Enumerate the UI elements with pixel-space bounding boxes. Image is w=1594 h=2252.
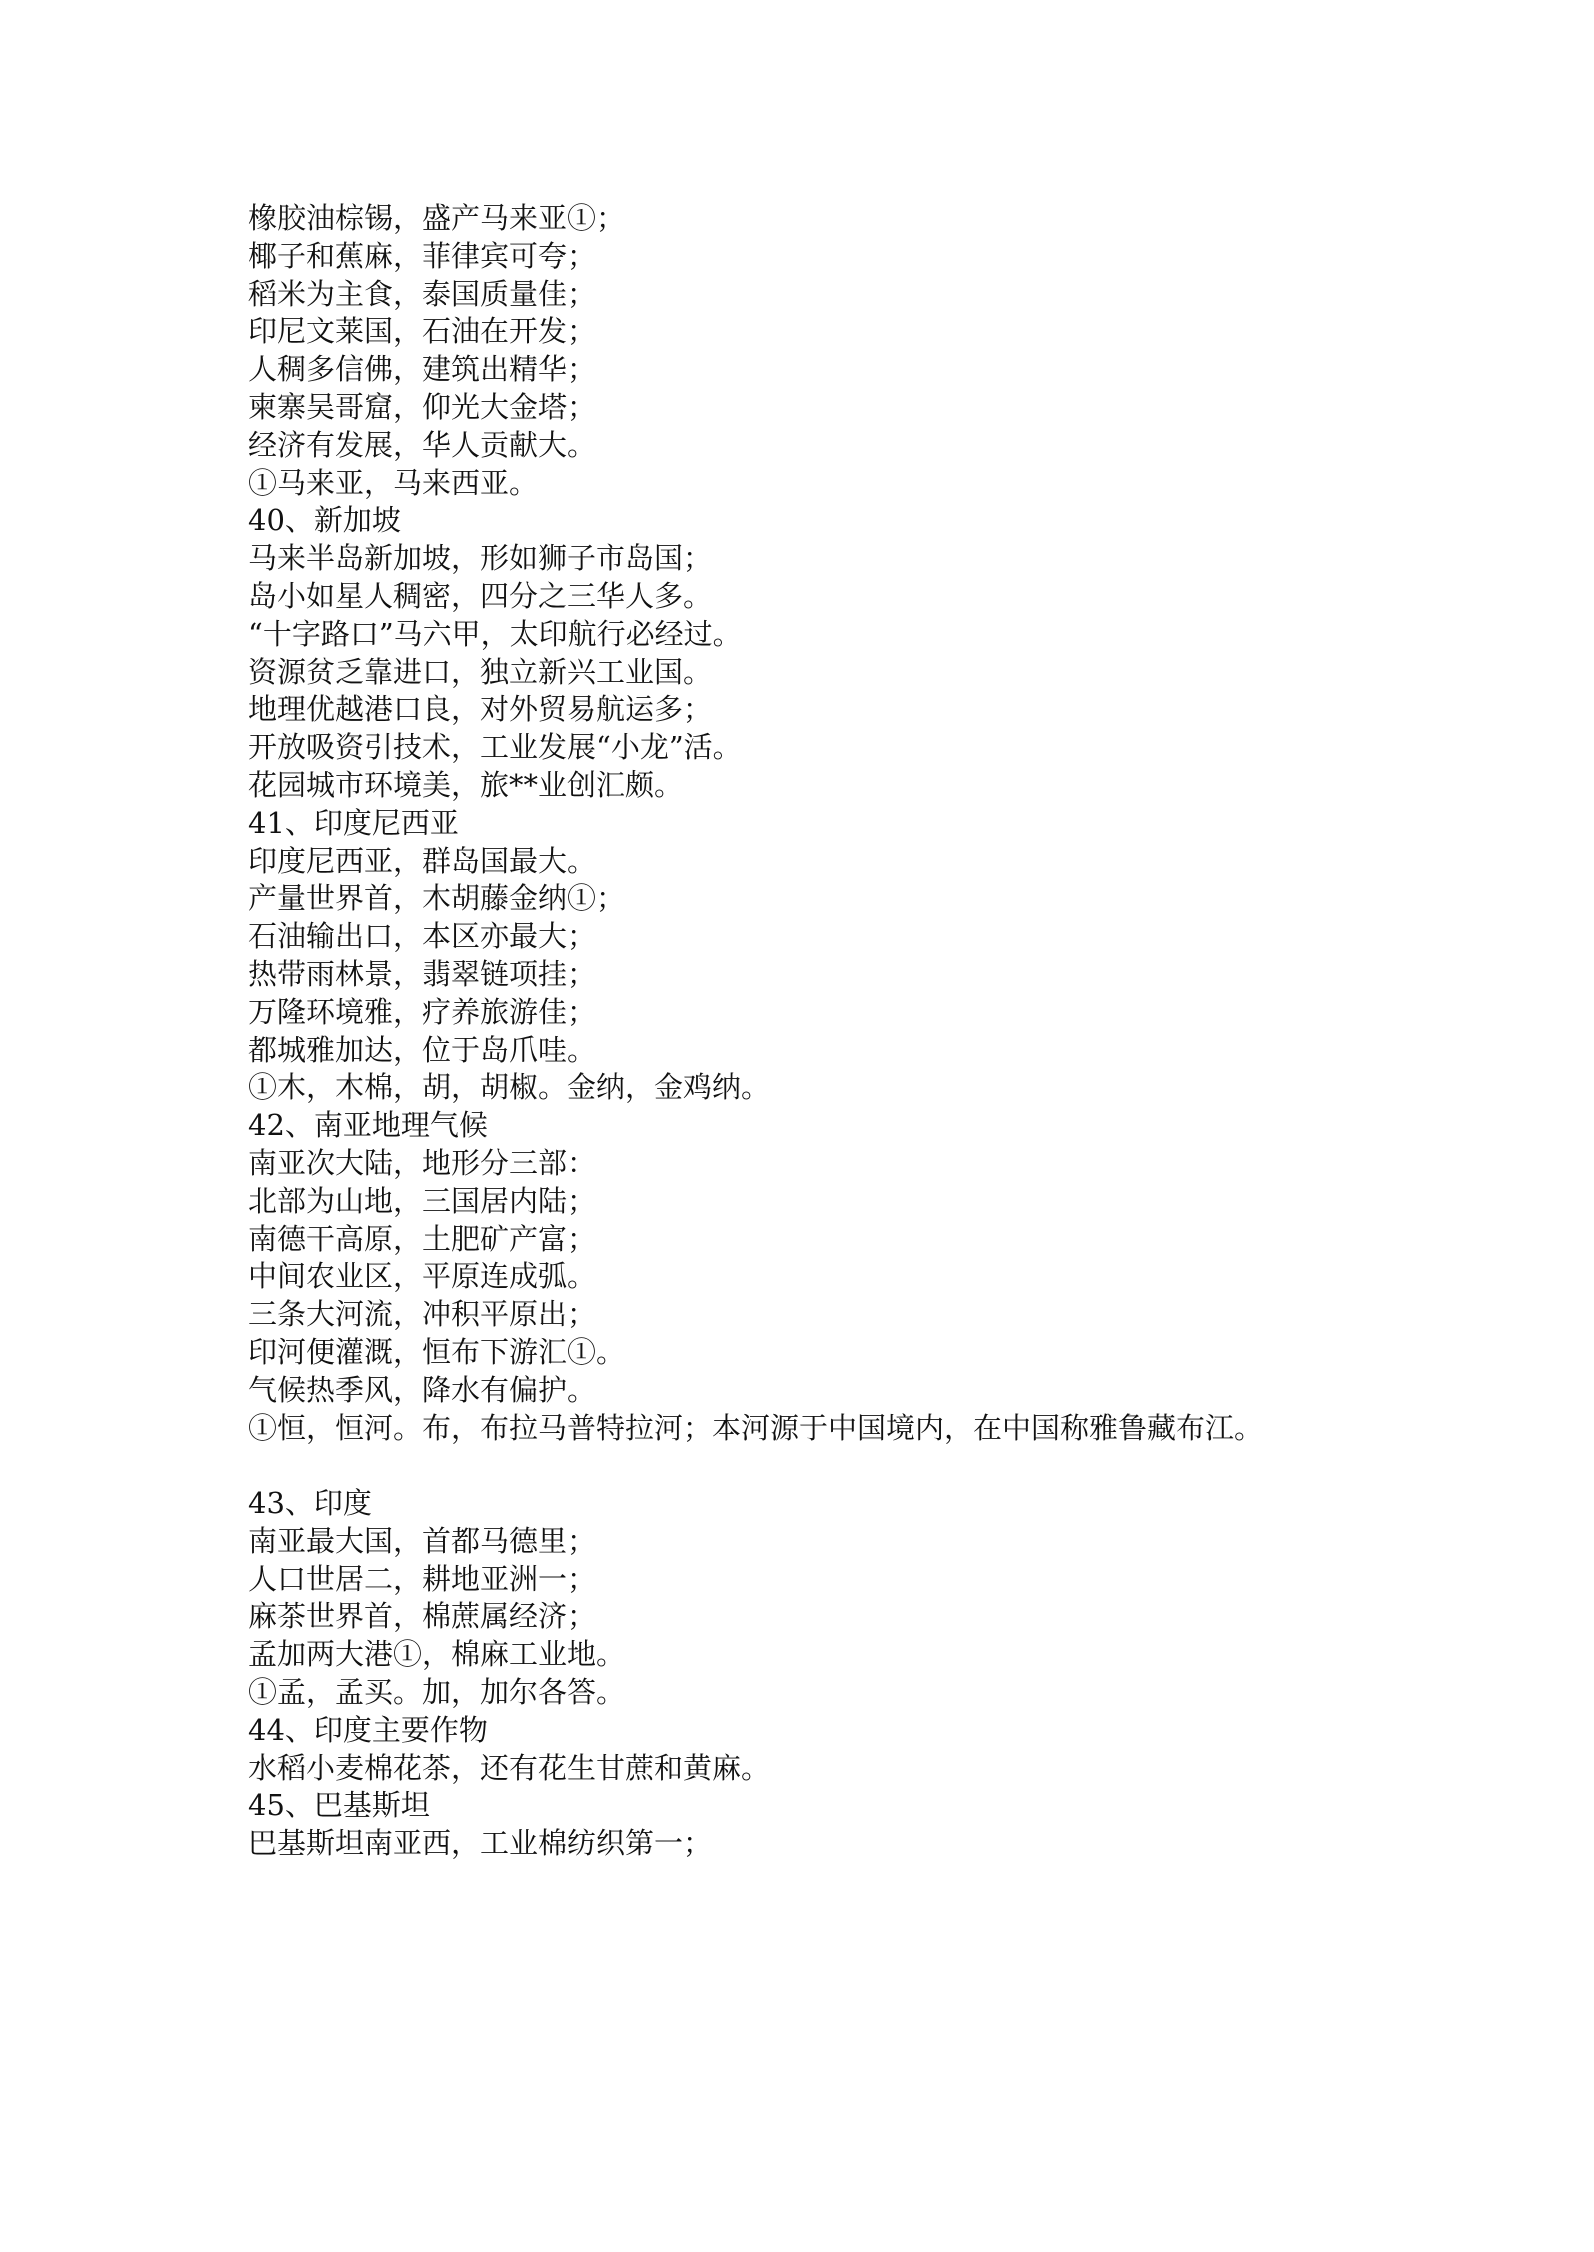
text-line: 产量世界首，木胡藤金纳①； bbox=[248, 881, 626, 916]
text-line: 经济有发展，华人贡献大。 bbox=[248, 427, 597, 462]
text-line: 稻米为主食，泰国质量佳； bbox=[248, 276, 597, 311]
text-line: 水稻小麦棉花茶，还有花生甘蔗和黄麻。 bbox=[248, 1750, 771, 1785]
text-line: 气候热季风，降水有偏护。 bbox=[248, 1372, 597, 1407]
section-heading: 40、新加坡 bbox=[248, 503, 401, 538]
document-body bbox=[248, 200, 1448, 1863]
section-heading: 43、印度 bbox=[248, 1486, 372, 1521]
text-line: 印河便灌溉，恒布下游汇①。 bbox=[248, 1334, 626, 1369]
text-line: 人稠多信佛，建筑出精华； bbox=[248, 352, 597, 387]
text-line: 热带雨林景，翡翠链项挂； bbox=[248, 956, 597, 991]
text-line: 南亚次大陆，地形分三部： bbox=[248, 1145, 597, 1180]
section-heading: 42、南亚地理气候 bbox=[248, 1108, 488, 1143]
text-line: 椰子和蕉麻，菲律宾可夸； bbox=[248, 238, 597, 273]
text-line: 北部为山地，三国居内陆； bbox=[248, 1183, 597, 1218]
blank-line bbox=[248, 1447, 1448, 1485]
text-line: 孟加两大港①，棉麻工业地。 bbox=[248, 1637, 626, 1672]
text-line: 橡胶油棕锡，盛产马来亚①； bbox=[248, 201, 626, 235]
text-line: 花园城市环境美，旅**业创汇颇。 bbox=[248, 767, 684, 802]
text-line: 柬寨吴哥窟，仰光大金塔； bbox=[248, 389, 597, 424]
text-line: 岛小如星人稠密，四分之三华人多。 bbox=[248, 578, 713, 613]
text-line: 开放吸资引技术，工业发展“小龙”活。 bbox=[248, 730, 742, 765]
text-line: 南德干高原，土肥矿产富； bbox=[248, 1221, 597, 1256]
text-line: 石油输出口，本区亦最大； bbox=[248, 919, 597, 954]
text-line: 印尼文莱国，石油在开发； bbox=[248, 314, 597, 349]
footnote-line: ①马来亚，马来西亚。 bbox=[248, 465, 539, 500]
text-line: 都城雅加达，位于岛爪哇。 bbox=[248, 1032, 597, 1067]
section-heading: 45、巴基斯坦 bbox=[248, 1788, 430, 1823]
text-line: 资源贫乏靠进口，独立新兴工业国。 bbox=[248, 654, 713, 689]
section-heading: 44、印度主要作物 bbox=[248, 1712, 488, 1747]
text-line: 马来半岛新加坡，形如狮子市岛国； bbox=[248, 541, 713, 576]
text-line: 三条大河流，冲积平原出； bbox=[248, 1297, 597, 1332]
text-line: 印度尼西亚，群岛国最大。 bbox=[248, 843, 597, 878]
text-line: 麻茶世界首，棉蔗属经济； bbox=[248, 1599, 597, 1634]
text-line: 万隆环境雅，疗养旅游佳； bbox=[248, 994, 597, 1029]
text-line: 地理优越港口良，对外贸易航运多； bbox=[248, 692, 713, 727]
section-heading: 41、印度尼西亚 bbox=[248, 805, 459, 840]
text-line: 南亚最大国，首都马德里； bbox=[248, 1523, 597, 1558]
text-line: 巴基斯坦南亚西，工业棉纺织第一； bbox=[248, 1826, 713, 1861]
text-line: 中间农业区，平原连成弧。 bbox=[248, 1259, 597, 1294]
text-line: “十字路口”马六甲，太印航行必经过。 bbox=[248, 616, 742, 651]
footnote-line: ①孟，孟买。加，加尔各答。 bbox=[248, 1675, 626, 1710]
footnote-line: ①木，木棉，胡，胡椒。金纳，金鸡纳。 bbox=[248, 1070, 771, 1105]
footnote-line: ①恒，恒河。布，布拉马普特拉河；本河源于中国境内，在中国称雅鲁藏布江。 bbox=[248, 1410, 1264, 1445]
text-line: 人口世居二，耕地亚洲一； bbox=[248, 1561, 597, 1596]
